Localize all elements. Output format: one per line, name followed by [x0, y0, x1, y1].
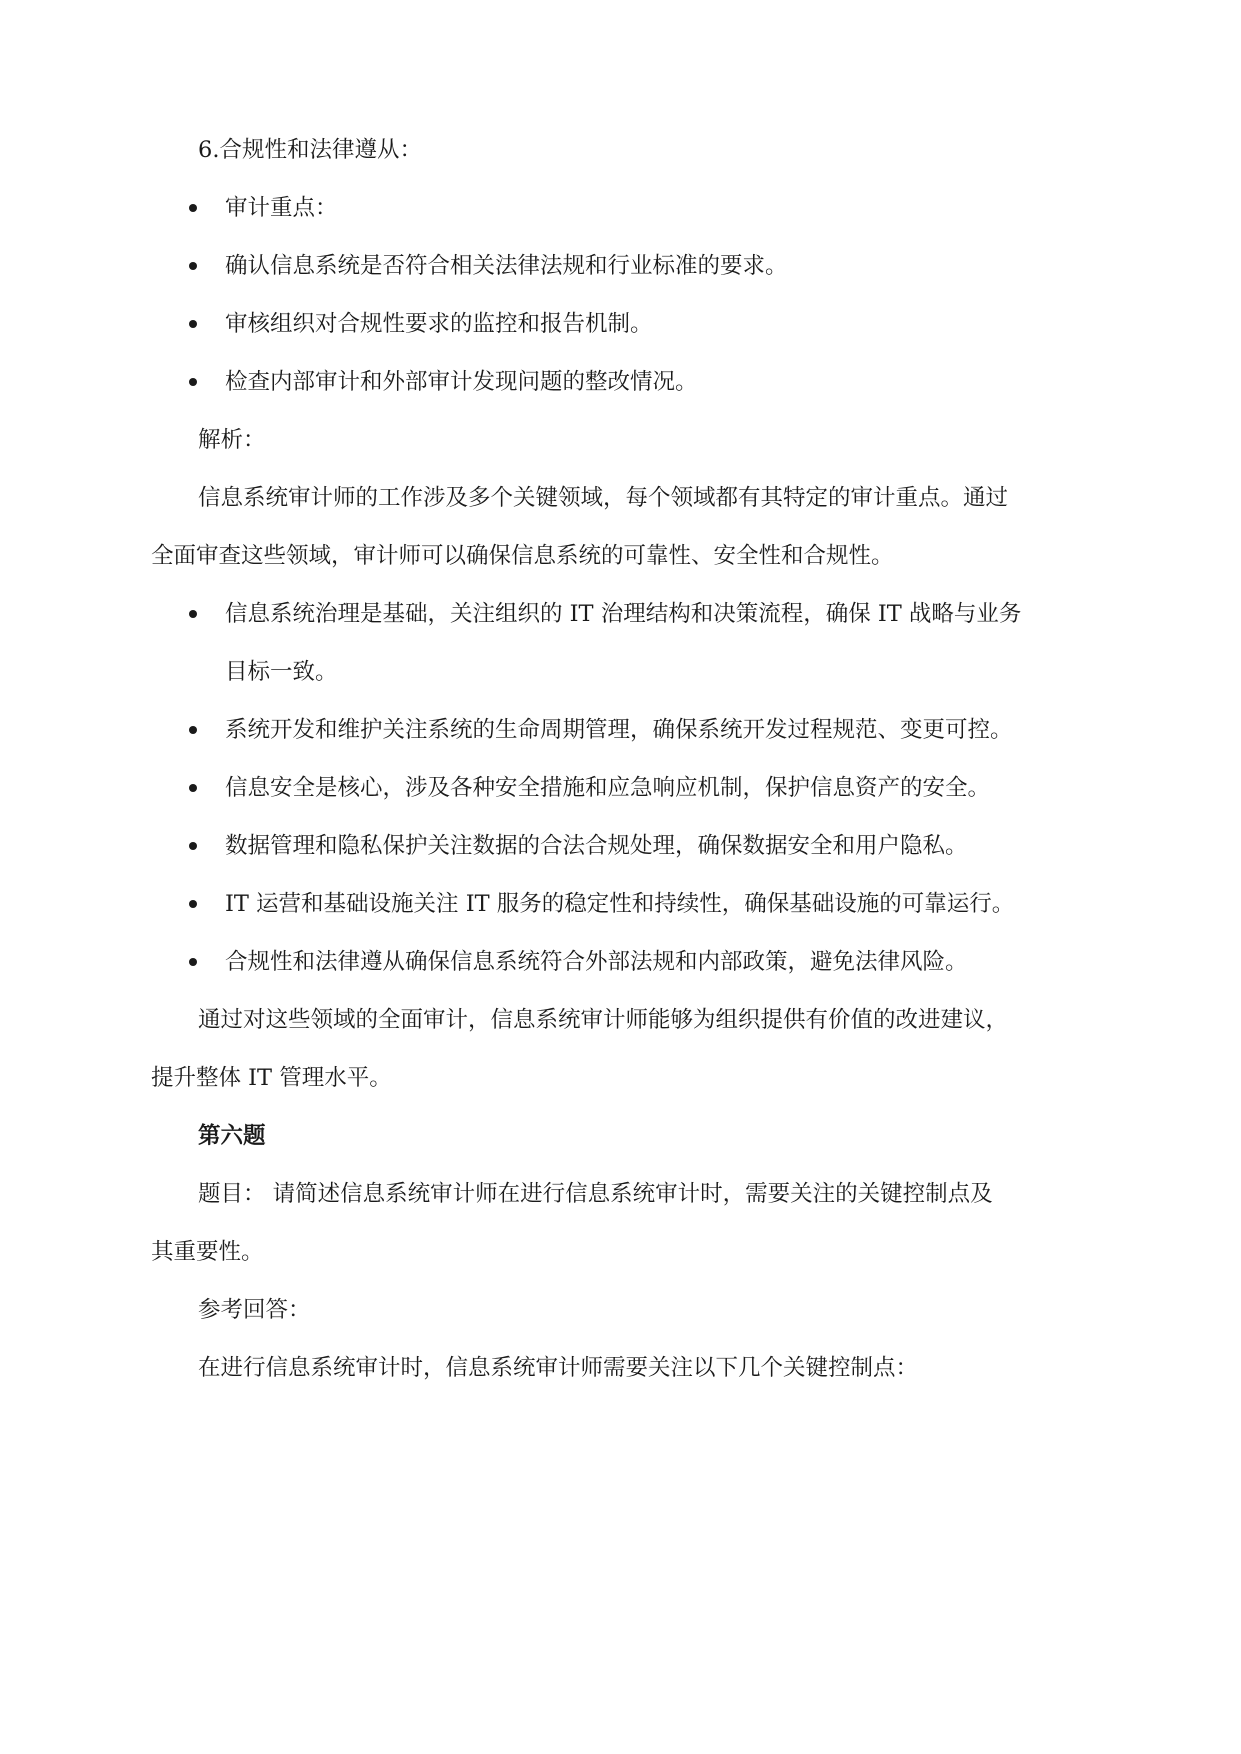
bullet-icon: [189, 378, 197, 386]
question-title: 第六题: [198, 1123, 266, 1149]
bullet-icon: [189, 204, 197, 212]
bullet-icon: [189, 900, 197, 908]
bullet-icon: [189, 784, 197, 792]
analysis-label: 解析：: [198, 427, 266, 453]
section-heading: 6.合规性和法律遵从：: [198, 137, 422, 163]
answer-intro: 在进行信息系统审计时，信息系统审计师需要关注以下几个关键控制点：: [198, 1355, 919, 1381]
document-page: 6.合规性和法律遵从： 审计重点： 确认信息系统是否符合相关法律法规和行业标准的要求。 审核组织对合规性要求的监控和报告机制。 检查内部审计和外部审计发现问题的整改情况。 解析： 信息系统审计师的工作涉及多个关键领域，每个领域都有其特定的审计重点。通过 全面审查这些领域，审计师可以确保信息系统的可靠性、安全性和合规性。 信息系统治理是基础，关注组织的 IT 治理结构和决策流程，确保 IT 战略与业务 目标一致。 系统开发和维护关注系统的生命周期管理，确保系统开发过程规范、变更可控。 信息安全是核心，涉及各种安全措施和应急响应机制，保护信息资产的安全。 数据管理和隐私保护关注数据的合法合规处理，确保数据安全和用户隐私。 IT 运营和基础设施关注 IT 服务的稳定性和持续性，确保基础设施的可靠运行。 合规性和法律遵从确保信息系统符合外部法规和内部政策，避免法律风险。 通过对这些领域的全面审计，信息系统审计师能够为组织提供有价值的改进建议， 提升整体 IT 管理水平。 第六题 题目： 请简述信息系统审计师在进行信息系统审计时，需要关注的关键控制点及 其重要性。 参考回答： 在进行信息系统审计时，信息系统审计师需要关注以下几个关键控制点：: [151, 137, 1022, 1381]
bullet-icon: [189, 726, 197, 734]
bullet-icon: [189, 262, 197, 270]
reference-answer-label: 参考回答：: [198, 1297, 311, 1323]
bullet-icon: [189, 320, 197, 328]
bullet-icon: [189, 958, 197, 966]
bullet-icon: [189, 842, 197, 850]
bullet-icon: [189, 610, 197, 618]
